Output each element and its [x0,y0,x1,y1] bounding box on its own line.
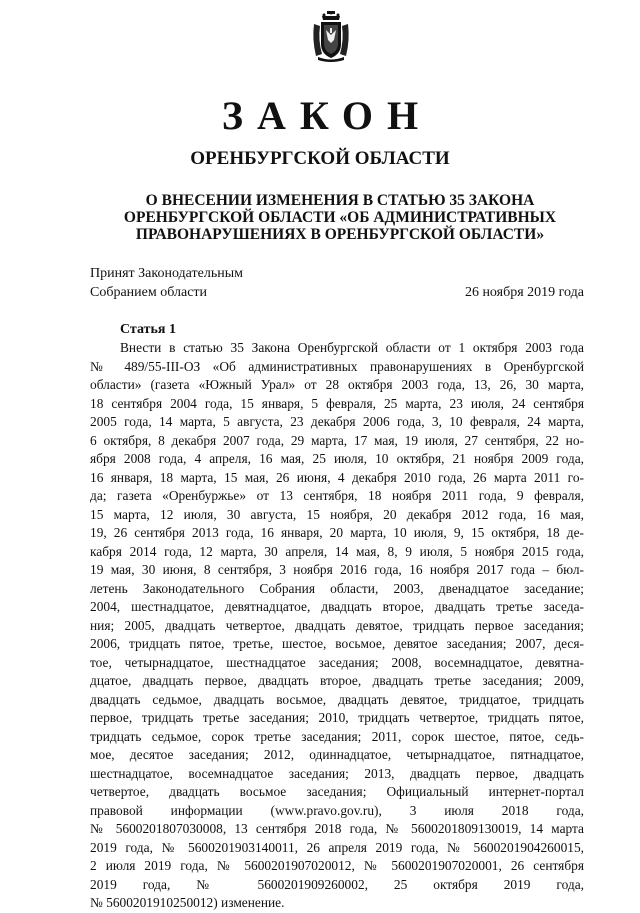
article-text-line: № 5600201910250012) изменение. [90,895,285,910]
article-text-line: первое, тридцать третье заседания; 2010, тридцать четвертое, тридцать пятое, [90,710,584,725]
article-text-line: 6 октября, 8 декабря 2007 года, 29 марта, 17 мая, 19 июля, 27 сентября, 22 но- [90,432,584,448]
article-text-line: № 489/55-III-ОЗ «Об административных правонарушениях в Оренбургской [90,358,584,374]
article-text-line: кабря 2014 года, 12 марта, 30 апреля, 14 мая, 8, 9 июля, 5 ноября 2015 года, [90,543,584,559]
article-text-line: четвертое, двадцать восьмое заседания; Официальный интернет-портал [90,784,584,799]
article-text-line: ября 2008 года, 4 апреля, 16 мая, 25 июля, 10 октября, 21 ноября 2009 года, [90,451,584,466]
article-text-line: летень Законодательного Собрания области, 2003, двенадцатое заседание; [90,580,584,596]
law-subject [100,192,580,243]
article-text-line: 18 сентября 2004 года, 15 января, 5 февраля, 25 марта, 23 июля, 24 сентября [90,395,584,411]
article-text-line: правовой информации (www.pravo.gov.ru), 3 июля 2018 года, [90,802,584,818]
coat-of-arms-icon [312,10,350,62]
article-text-line: 19 мая, 30 июня, 8 сентября, 3 ноября 2016 года, 16 ноября 2017 года – бюл- [90,562,584,577]
law-subject-line: О ВНЕСЕНИИ ИЗМЕНЕНИЯ В СТАТЬЮ 35 ЗАКОНА [145,192,535,209]
article-text-line: 2019 года, № 5600201909260002, 25 октября 2019 года, [90,876,584,892]
article-text-line: тридцать седьмое, сорок третье заседания; 2011, сорок шестое, пятое, седь- [90,728,584,744]
article-text-line: двадцать седьмое, двадцать восьмое, двадцать девятое, тридцатое, тридцать [90,691,584,707]
article-text-line: тое, четырнадцатое, шестнадцатое заседания; 2008, восемнадцатое, девятна- [90,654,584,670]
article-body [90,339,584,913]
article-text-line: № 5600201807030008, 13 сентября 2018 года, № 5600201809130019, 14 марта [90,821,584,836]
article-text-line: 2006, тридцать пятое, третье, шестое, восьмое, девятое заседания; 2007, деся- [90,636,584,651]
article-text-line: 2 июля 2019 года, № 5600201907020012, № 5600201907020001, 26 сентября [90,858,584,873]
article-text-line: 15 марта, 12 июля, 30 августа, 15 ноября, 20 декабря 2012 года, 16 мая, [90,506,584,522]
article-text-line: 2019 года, № 5600201903140011, 26 апреля 2019 года, № 5600201904260015, [90,839,584,855]
law-subject-line: ПРАВОНАРУШЕНИЯХ В ОРЕНБУРГСКОЙ ОБЛАСТИ» [135,226,545,243]
article-text-line: области» (газета «Южный Урал» от 28 октября 2003 года, 13, 26, 30 марта, [90,377,584,392]
region-name: ОРЕНБУРГСКОЙ ОБЛАСТИ [190,148,450,169]
adoption-date: 26 ноября 2019 года [464,285,584,300]
article-text-line: 2004, шестнадцатое, девятнадцатое, двадцать второе, двадцать третье заседа- [90,599,584,614]
adoption-line: Принят Законодательным [90,266,243,281]
law-title: ЗАКОН [221,93,433,138]
article-text-line: ния; 2005, двадцать четвертое, двадцать девятое, тридцать первое заседания; [90,617,584,633]
article-text-line: 2005 года, 14 марта, 5 августа, 23 декабря 2006 года, 3, 10 февраля, 24 марта, [90,414,584,429]
law-subject-line: ОРЕНБУРГСКОЙ ОБЛАСТИ «ОБ АДМИНИСТРАТИВНЫХ [123,209,557,226]
article-heading: Статья 1 [120,322,176,337]
article-text-line: шестнадцатое, восемнадцатое заседания; 2013, двадцать первое, двадцать [90,765,584,781]
adoption-line: Собранием области [90,285,208,300]
article-text-line: мое, десятое заседания; 2012, одиннадцатое, четырнадцатое, пятнадцатое, [90,747,584,762]
article-text-line: 19, 26 сентября 2013 года, 16 января, 20 марта, 10 июля, 9, 15 октября, 18 де- [90,525,584,540]
article-text-line: Внести в статью 35 Закона Оренбургской области от 1 октября 2003 года [120,340,584,355]
adoption-statement [90,264,243,302]
article-text-line: 16 января, 18 марта, 15 мая, 26 июня, 4 декабря 2010 года, 26 марта 2011 го- [90,469,584,485]
article-text-line: дцатое, двадцать первое, двадцать второе, двадцать третье заседания; 2009, [90,673,584,688]
article-text-line: да; газета «Оренбуржье» от 13 сентября, 18 ноября 2011 года, 9 февраля, [90,488,584,503]
